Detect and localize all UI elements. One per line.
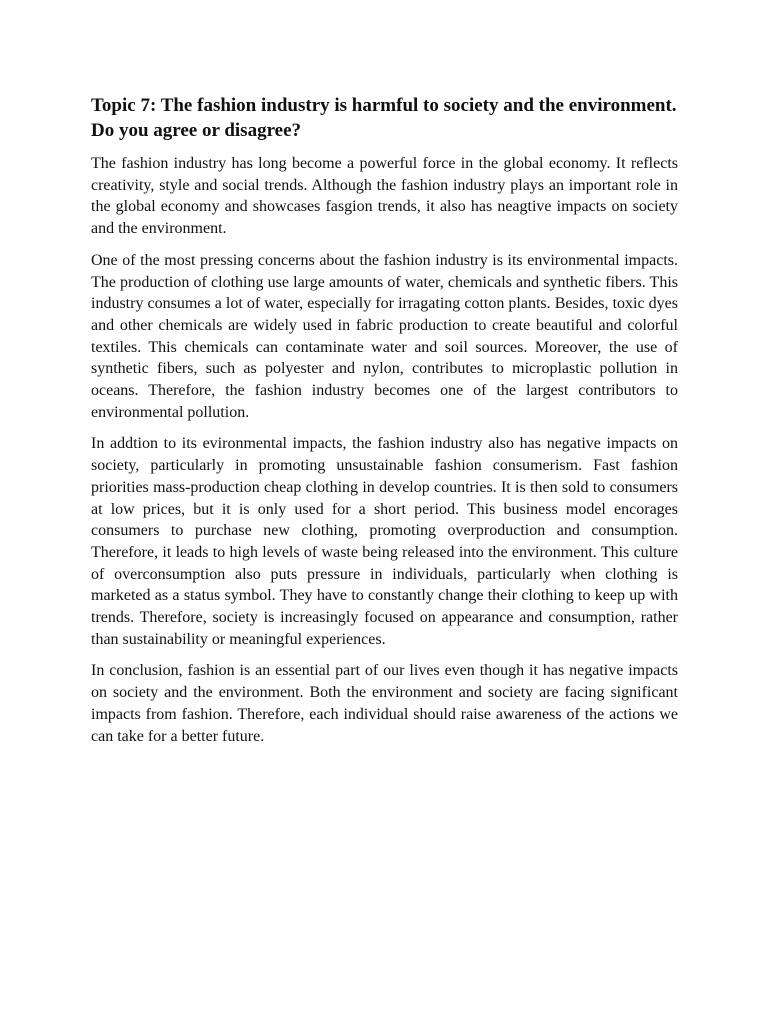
paragraph-introduction: The fashion industry has long become a powerful force in the global economy. It reflects creativity, style and social trends. Although the fashion industry plays an important role in the global economy and showcases fasgion trends, it also has neagtive impacts on society and the environment. bbox=[91, 155, 678, 238]
document-title: Topic 7: The fashion industry is harmful to society and the environment. Do you agree or disagree? bbox=[91, 95, 677, 141]
paragraph-conclusion: In conclusion, fashion is an essential part of our lives even though it has negative impacts on society and the environment. Both the environment and society are facing significant impacts from fashion. Therefore, each individual should raise awareness of the actions we can take for a better future. bbox=[91, 662, 678, 745]
document-body bbox=[91, 93, 678, 757]
paragraph-environmental-impacts: One of the most pressing concerns about the fashion industry is its environmental impacts. The production of clothing use large amounts of water, chemicals and synthetic fibers. This industry consumes a lot of water, especially for irragating cotton plants. Besides, toxic dyes and other chemicals are widely used in fabric production to create beautiful and colorful textiles. This chemicals can contaminate water and soil sources. Moreover, the use of synthetic fibers, such as polyester and nylon, contributes to microplastic pollution in oceans. Therefore, the fashion industry becomes one of the largest contributors to environmental pollution. bbox=[91, 251, 678, 421]
paragraph-social-impacts: In addtion to its evironmental impacts, the fashion industry also has negative impacts on society, particularly in promoting unsustainable fashion consumerism. Fast fashion priorities mass-production cheap clothing in develop countries. It is then sold to consumers at low prices, but it is only used for a short period. This business model encorages consumers to purchase new clothing, promoting overproduction and consumption. Therefore, it leads to high levels of waste being released into the environment. This culture of overconsumption also puts pressure in individuals, particularly when clothing is marketed as a status symbol. They have to constantly change their clothing to keep up with trends. Therefore, society is increasingly focused on appearance and consumption, rather than sustainability or meaningful experiences. bbox=[91, 435, 678, 648]
